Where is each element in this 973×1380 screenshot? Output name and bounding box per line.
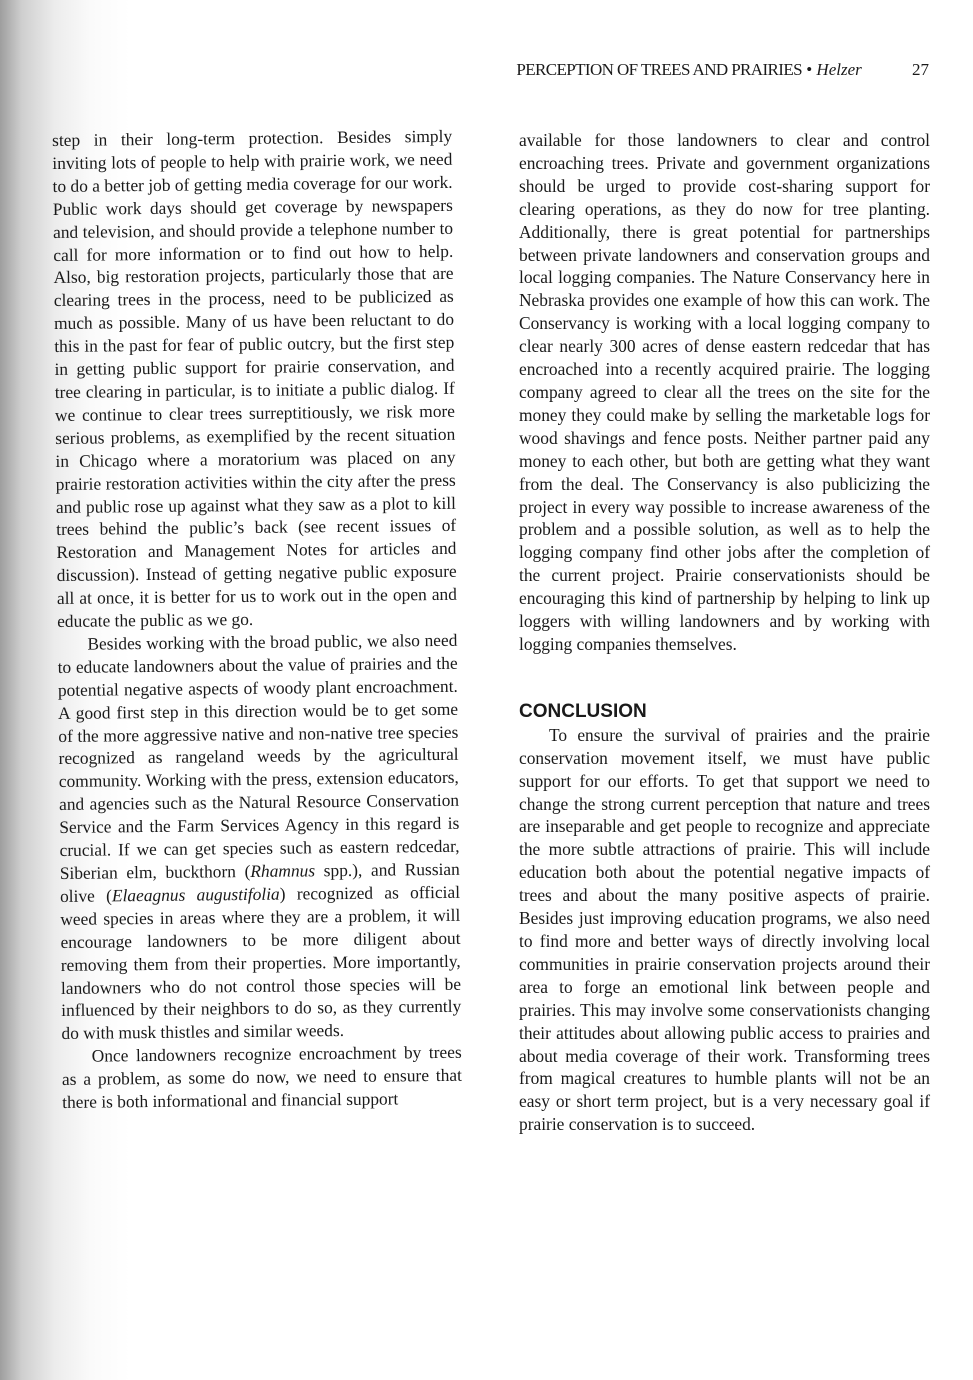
page-number: 27 — [912, 60, 929, 79]
species-elaeagnus: Elaeagnus augustifolia — [111, 883, 280, 906]
paragraph-continued: step in their long-term protection. Besides simply inviting lots of people to help with prairie work, we need to do a better job of getting media coverage for our work. Public work days should get coverage by newspapers and television, and should provide a telephone number to call for more information or to find out how to help. Also, big restoration projects, particularly those that are clearing trees in the process, need to be publicized as much as possible. Many of us have been reluctant to do this in the past for fear of public outcry, but the first step in getting public support for prairie conservation, and tree clearing in particular, is to initiate a public dialog. If we continue to clear trees surreptitiously, we risk more serious problems, as exemplified by the recent situation in Chicago where a moratorium was placed on any prairie restoration activities within the city after the press and public rose up against what they saw as a plot to kill trees behind the public’s back (see recent issues of Restoration and Management Notes for articles and discussion). Instead of getting negative public exposure all at once, it is better for us to work out in the open and educate the public as we go. — [52, 125, 457, 632]
running-title: PERCEPTION OF TREES AND PRAIRIES — [516, 60, 802, 79]
paragraph-conclusion: To ensure the survival of prairies and the prairie conservation movement itself, we must have public support for our efforts. To get that support we need to change the strong current perception that nature and trees are inseparable and get people to recognize and appreciate the more subtle attractions of prairie. This will include education both about the potential negative impacts of trees and about the many positive aspects of prairie. Besides just improving education programs, we also need to find more and better ways of directly involving local communities in prairie conservation projects around their area to forge an emotional link between people and prairies. This may involve some conservationists changing their attitudes about allowing public access to prairies and about media coverage of their work. Transforming trees from magical creatures to humble plants will not be an easy or short term project, but is a very necessary goal if prairie conservation is to succeed. — [519, 724, 930, 1135]
text-segment: spp.), and Russian olive ( — [59, 858, 460, 906]
species-rhamnus: Rhamnus — [250, 860, 316, 881]
section-heading-conclusion: CONCLUSION — [519, 700, 647, 722]
header-author: Helzer — [816, 60, 862, 79]
running-header — [480, 60, 929, 80]
header-separator: • — [806, 60, 813, 79]
paragraph-support: Once landowners recognize encroachment by trees as a problem, as some do now, we need to ensure that there is both informational and financial support — [61, 1042, 463, 1113]
text-segment: Besides working with the broad public, we also need to educate landowners about the value of prairies and the potential negative aspects of woody plant encroachment. A good first step in this direction would be to get some of the more aggressive native and non-native tree species recognized as rangeland weeds by the agricultural community. Working with the press, extension educators, and agencies such as the Natural Resource Conservation Service and the Farm Services Agency in this regard is crucial. If we can get species such as eastern redcedar, Siberian elm, buckthorn ( — [57, 629, 460, 883]
paragraph-clearing: available for those landowners to clear and control encroaching trees. Private and government organizations should be urged to provide cost-sharing support for clearing operations, as they do now for tree planting. Additionally, there is great potential for partnerships between private landowners and conservation groups and local logging companies. The Nature Conservancy here in Nebraska provides one example of how this can work. The Conservancy is working with a local logging company to clear nearly 300 acres of dense eastern redcedar that has encroached into a recently acquired prairie. The logging company agreed to clear all the trees on the site for the money they could make by selling the marketable logs for wood shavings and fence posts. Neither partner paid any money to each other, but both are getting what they want from the deal. The Conservancy is also publicizing the project in every way possible to increase awareness of the problem and a possible solution, as well as to help the logging company find other jobs after the completion of the current project. Prairie conservationists should be encouraging this kind of partnership by helping to link up loggers with willing landowners and by working with logging companies themselves. — [519, 130, 930, 654]
paragraph-landowners — [57, 629, 461, 1045]
left-column — [52, 125, 462, 1114]
right-column — [519, 129, 930, 1136]
text-segment: ) recognized as official weed species in areas where they are a problem, it will encourage landowners to be more diligent about removing them from their properties. More importantly, landowners who do not control those species will be influenced by their neighbors to do so, as they currently do with musk thistles and similar weeds. — [60, 881, 462, 1044]
